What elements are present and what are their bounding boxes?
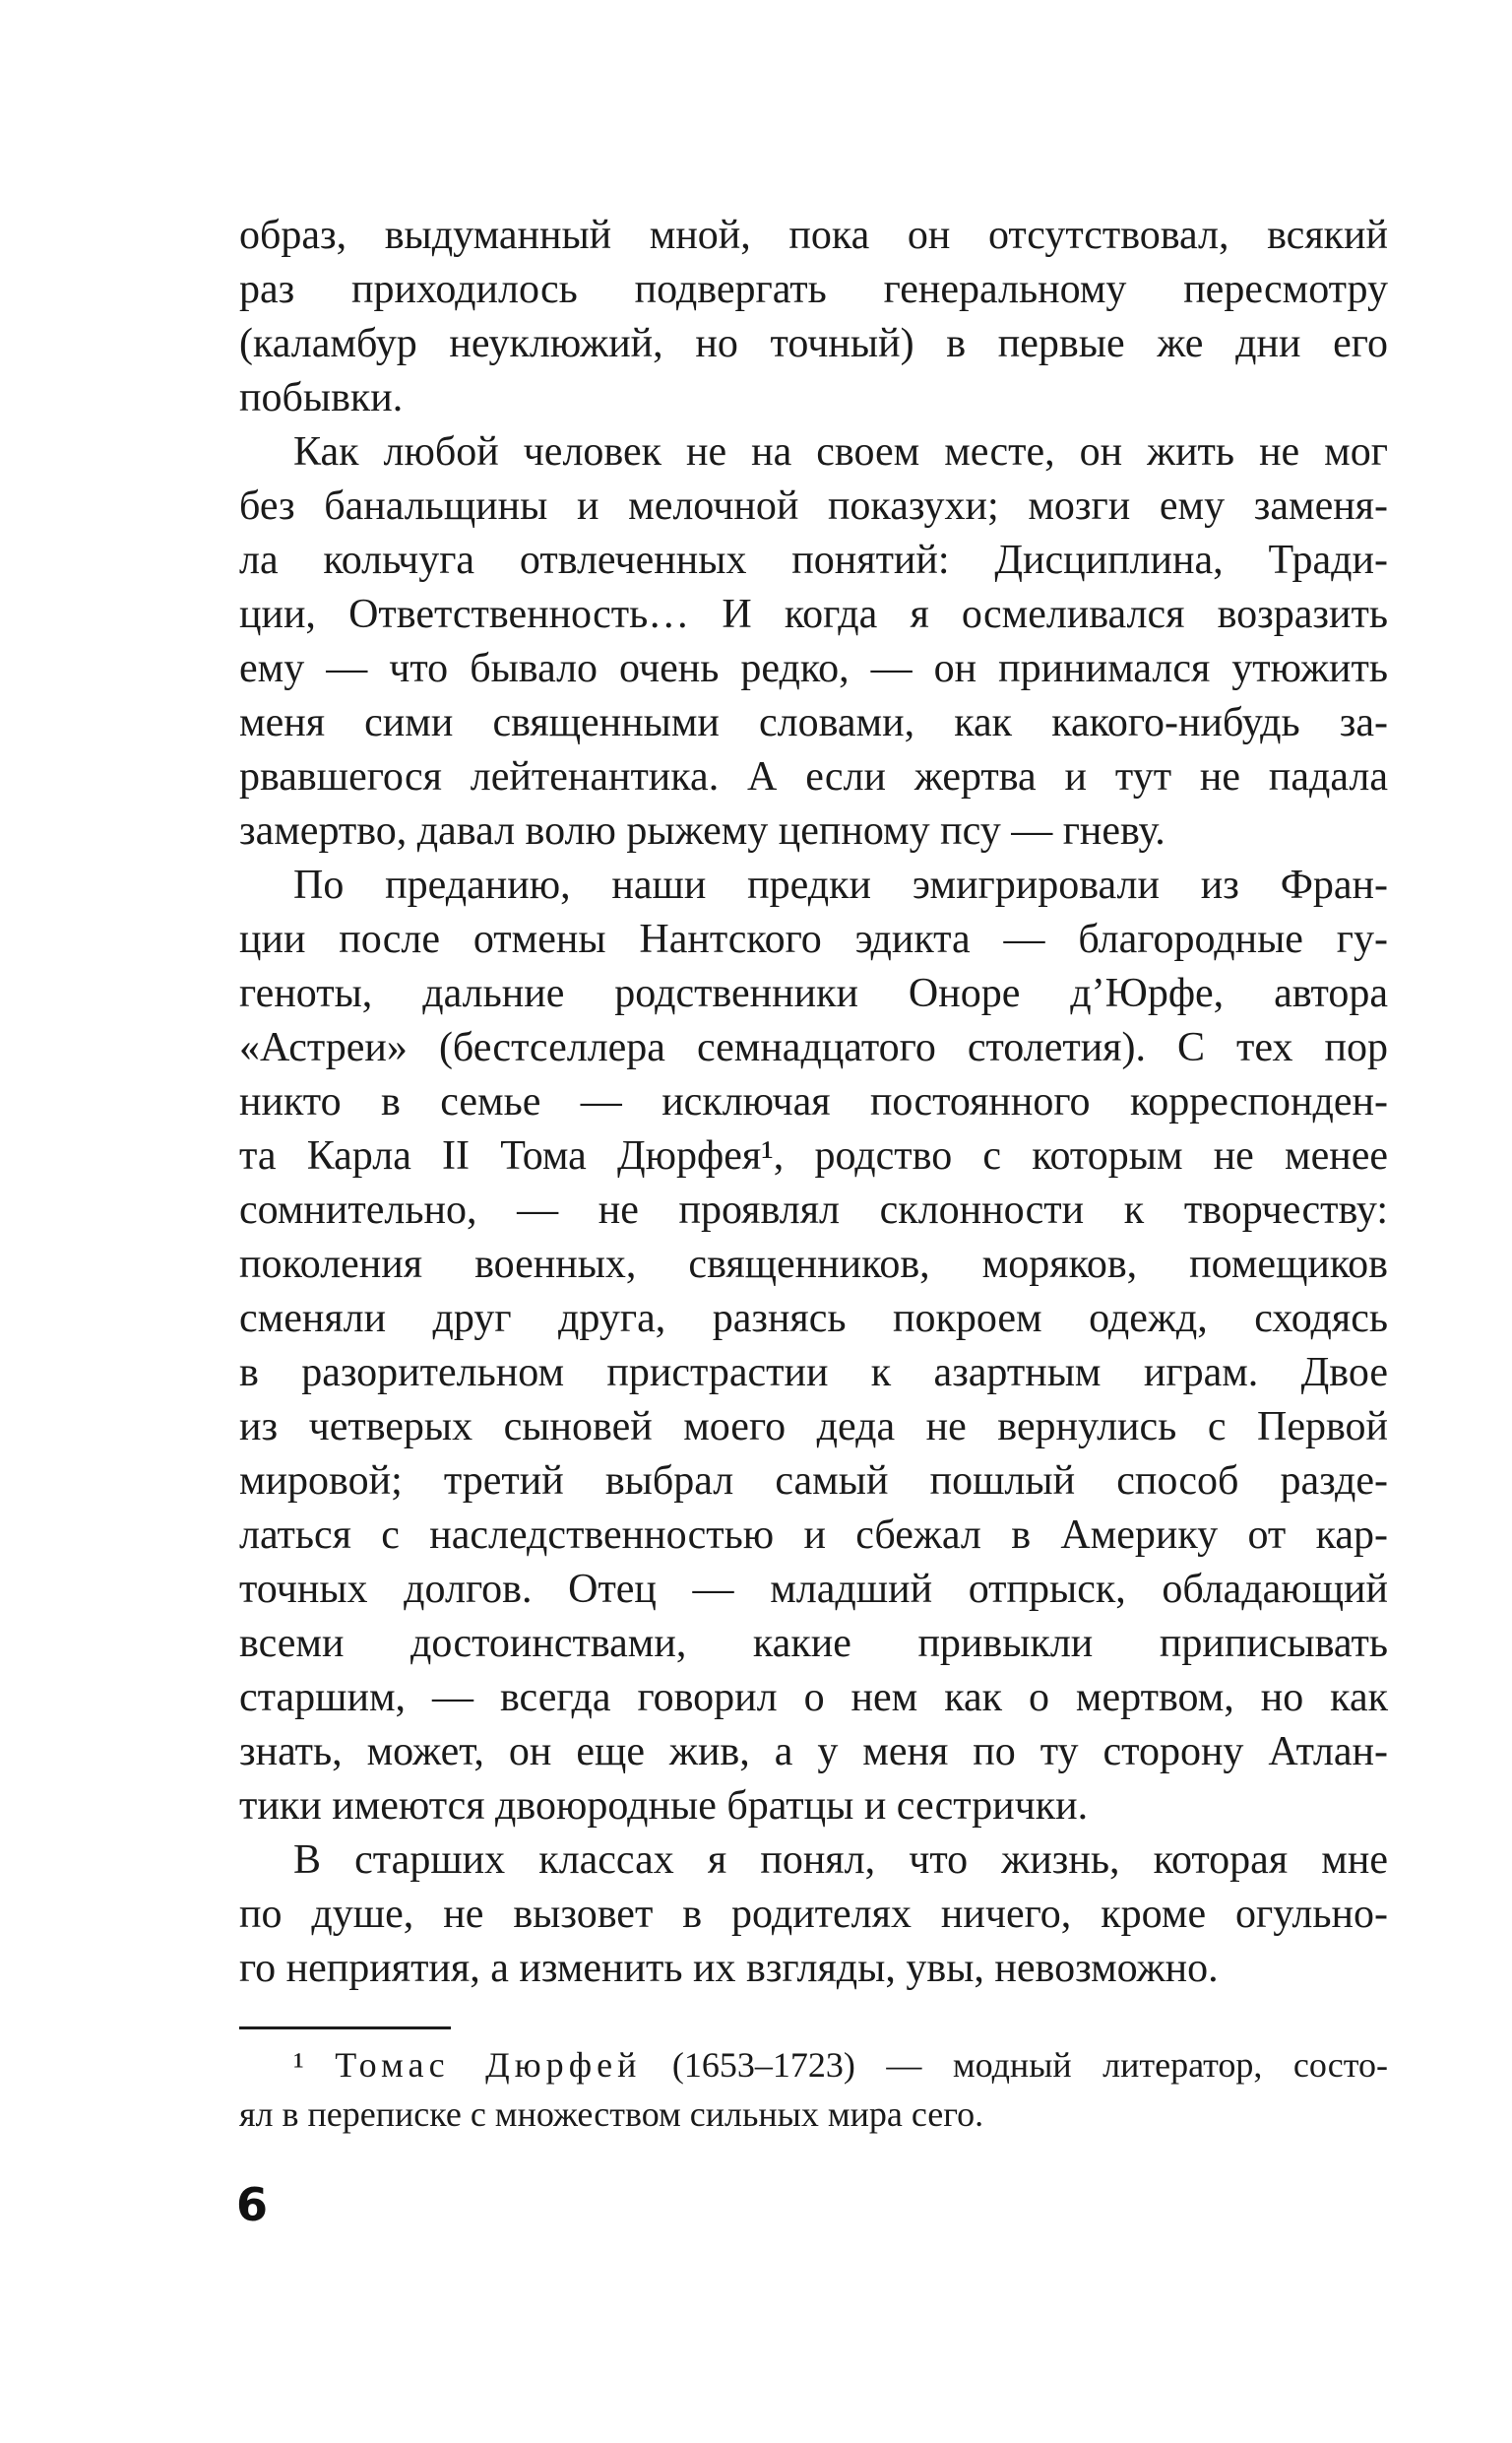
body-line: геноты, дальние родственники Оноре д’Юрфе, автора <box>239 971 1388 1016</box>
body-line: раз приходилось подвергать генеральному пересмотру <box>239 267 1388 312</box>
footnote-text: (1653–1723) — модный литератор, состо- <box>641 2045 1388 2085</box>
body-line: сменяли друг друга, разнясь покроем одежд, сходясь <box>239 1296 1388 1341</box>
body-line: (каламбур неуклюжий, но точный) в первые же дни его <box>239 321 1388 366</box>
body-line: Как любой человек не на своем месте, он жить не мог <box>293 429 1388 475</box>
body-line: го неприятия, а изменить их взгляды, увы, невозможно. <box>239 1946 1219 1991</box>
footnote-marker: ¹ <box>293 2045 304 2085</box>
body-line: ему — что бывало очень редко, — он принимался утюжить <box>239 646 1388 691</box>
body-line: та Карла II Тома Дюрфея¹, родство с которым не менее <box>239 1133 1388 1179</box>
footnote-line <box>239 2040 1388 2089</box>
body-line: поколения военных, священников, моряков, помещиков <box>239 1242 1388 1287</box>
body-line: тики имеются двоюродные братцы и сестрички. <box>239 1783 1089 1829</box>
footnote-line: ял в переписке с множеством сильных мира сего. <box>239 2094 984 2134</box>
footnote <box>239 2040 1388 2139</box>
body-line: никто в семье — исключая постоянного корреспонден- <box>239 1079 1388 1125</box>
body-line: старшим, — всегда говорил о нем как о мертвом, но как <box>239 1675 1388 1720</box>
body-line: латься с наследственностью и сбежал в Америку от кар- <box>239 1512 1388 1558</box>
body-line: сомнительно, — не проявлял склонности к творчеству: <box>239 1188 1388 1233</box>
footnote-divider <box>239 2026 451 2029</box>
body-line: меня сими священными словами, как какого-нибудь за- <box>239 700 1388 745</box>
body-line: из четверых сыновей моего деда не вернулись с Первой <box>239 1404 1388 1449</box>
body-line: По преданию, наши предки эмигрировали из Фран- <box>293 863 1388 908</box>
body-line: замертво, давал волю рыжему цепному псу — гневу. <box>239 808 1166 854</box>
body-line: побывки. <box>239 375 404 420</box>
body-line: ции, Ответственность… И когда я осмеливался возразить <box>239 592 1388 637</box>
page-number: 6 <box>236 2178 269 2231</box>
body-line: точных долгов. Отец — младший отпрыск, обладающий <box>239 1567 1388 1612</box>
body-line: в разорительном пристрастии к азартным играм. Двое <box>239 1350 1388 1395</box>
body-line: по душе, не вызовет в родителях ничего, кроме огульно- <box>239 1892 1388 1937</box>
body-line: ла кольчуга отвлеченных понятий: Дисциплина, Тради- <box>239 538 1388 583</box>
body-line: мировой; третий выбрал самый пошлый способ разде- <box>239 1458 1388 1504</box>
body-line: всеми достоинствами, какие привыкли приписывать <box>239 1621 1388 1666</box>
body-line: без банальщины и мелочной показухи; мозги ему заменя- <box>239 483 1388 529</box>
body-line: «Астреи» (бестселлера семнадцатого столетия). С тех пор <box>239 1025 1388 1070</box>
body-line: образ, выдуманный мной, пока он отсутствовал, всякий <box>239 213 1388 258</box>
body-line: знать, может, он еще жив, а у меня по ту сторону Атлан- <box>239 1729 1388 1774</box>
body-line: В старших классах я понял, что жизнь, которая мне <box>293 1837 1388 1883</box>
body-line: рвавшегося лейтенантика. А если жертва и тут не падала <box>239 754 1388 800</box>
body-line: ции после отмены Нантского эдикта — благородные гу- <box>239 917 1388 962</box>
body-text <box>239 209 1388 1996</box>
footnote-author-name: Томас Дюрфей <box>335 2045 642 2085</box>
